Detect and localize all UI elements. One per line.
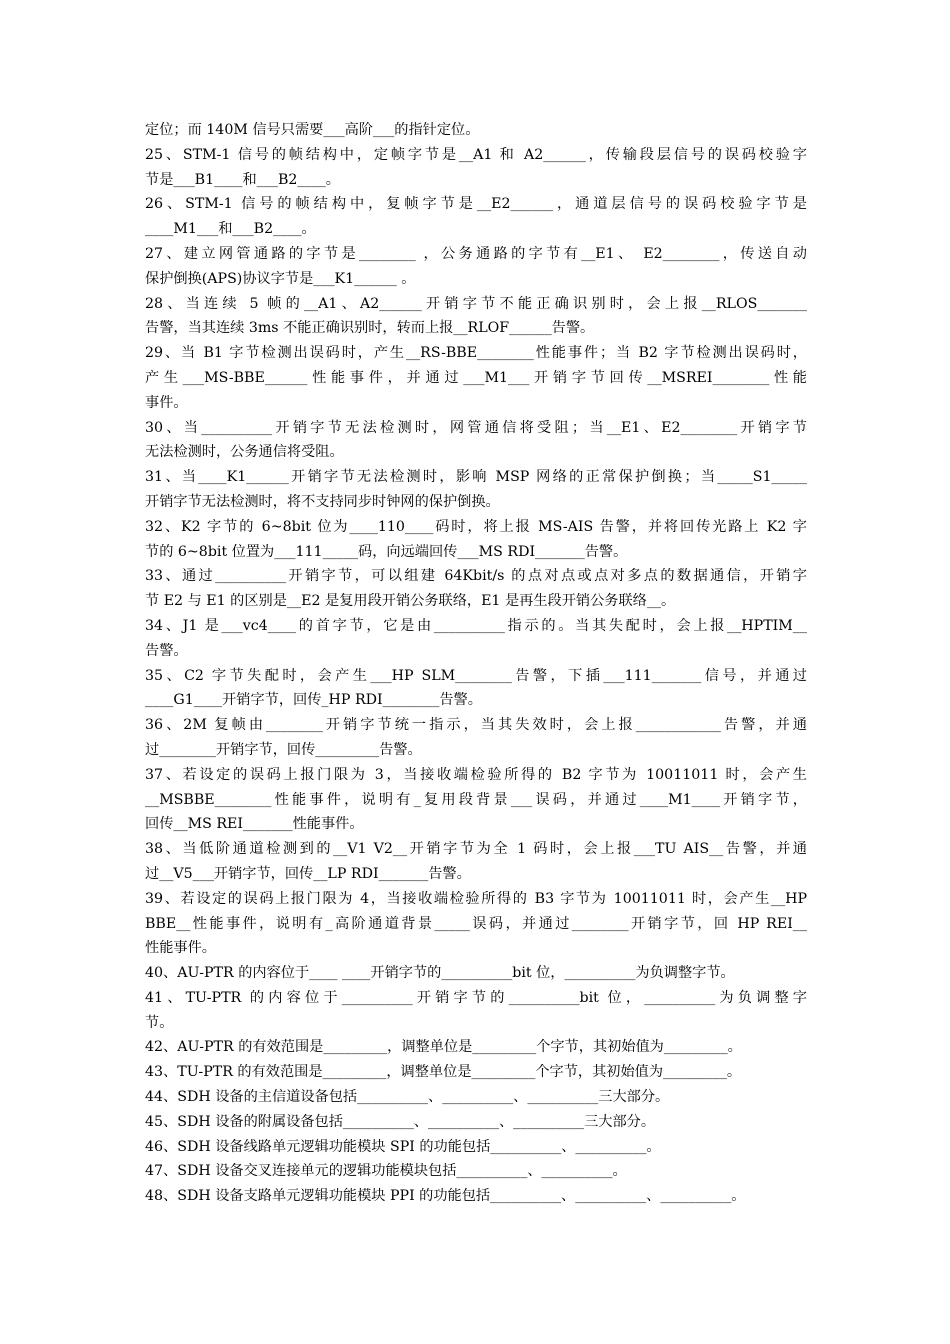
question-q48 — [145, 1184, 807, 1209]
question-line: 节 E2 与 E1 的区别是__E2 是复用段开销公务联络，E1 是再生段开销公务联络__。 — [145, 593, 676, 610]
question-line: 25、STM-1 信号的帧结构中，定帧字节是__A1 和 A2______，传输段层信号的误码校验字 — [145, 146, 807, 163]
question-line: 43、TU-PTR 的有效范围是_________，调整单位是_________个字节，其初始值为_________。 — [145, 1064, 742, 1081]
question-line: 30、当__________开销字节无法检测时，网管通信将受阻；当__E1、E2________开销字节 — [145, 419, 807, 436]
question-q46 — [145, 1135, 807, 1160]
question-q36 — [145, 713, 807, 763]
document-page — [145, 118, 807, 1209]
question-q26 — [145, 192, 807, 242]
question-line: 告警，当其连续 3ms 不能正确识别时，转而上报__RLOF______告警。 — [145, 320, 595, 337]
question-line: 48、SDH 设备支路单元逻辑功能模块 PPI 的功能包括__________、__________、__________。 — [145, 1188, 746, 1205]
question-line: 42、AU-PTR 的有效范围是_________，调整单位是_________个字节，其初始值为_________。 — [145, 1039, 742, 1056]
question-line: 节。 — [145, 1014, 174, 1031]
question-q24-cont — [145, 118, 807, 143]
question-line: 36、2M 复帧由________开销字节统一指示，当其失效时，会上报____________告警，并通 — [145, 717, 807, 734]
question-line: 35、C2 字节失配时，会产生___HP SLM________告警，下插___111_______信号，并通过 — [145, 667, 807, 684]
question-q44 — [145, 1085, 807, 1110]
question-line: 33、通过__________开销字节，可以组建 64Kbit/s 的点对点或点对多点的数据通信，开销字 — [145, 568, 807, 585]
question-line: 回传__MS REI_______性能事件。 — [145, 816, 364, 833]
question-q30 — [145, 416, 807, 466]
question-q40 — [145, 961, 807, 986]
question-line: 过________开销字节，回传_________告警。 — [145, 741, 422, 758]
question-line: 45、SDH 设备的附属设备包括__________、__________、__________三大部分。 — [145, 1113, 656, 1130]
question-line: 44、SDH 设备的主信道设备包括__________、__________、__________三大部分。 — [145, 1089, 670, 1106]
question-line: ____M1___和___B2____。 — [145, 221, 316, 238]
question-line: 节是___B1____和___B2____。 — [145, 171, 340, 188]
question-q41 — [145, 986, 807, 1036]
question-q38 — [145, 837, 807, 887]
question-q32 — [145, 515, 807, 565]
question-q45 — [145, 1110, 807, 1135]
question-line: 产生___MS-BBE______性能事件，并通过___M1___开销字节回传__MSREI________性能 — [145, 369, 807, 386]
question-line: 27、建立网管通路的字节是________ ，公务通路的字节有__E1、 E2________，传送自动 — [145, 245, 807, 262]
question-line: 46、SDH 设备线路单元逻辑功能模块 SPI 的功能包括__________、__________。 — [145, 1138, 661, 1155]
question-line: 32、K2 字节的 6~8bit 位为____110____码时，将上报 MS-AIS 告警，并将回传光路上 K2 字 — [145, 518, 807, 535]
question-q25 — [145, 143, 807, 193]
question-line: 31、当____K1______开销字节无法检测时，影响 MSP 网络的正常保护倒换；当_____S1_____ — [145, 469, 807, 486]
question-q33 — [145, 564, 807, 614]
question-line: 告警。 — [145, 642, 188, 659]
question-line: 28、当连续 5 帧的__A1、A2______开销字节不能正确识别时，会上报__RLOS_______ — [145, 295, 807, 312]
question-line: BBE__性能事件，说明有_高阶通道背景_____误码，并通过________开销字节，回 HP REI__ — [145, 915, 807, 932]
question-line: 38、当低阶通道检测到的__V1 V2__开销字节为全 1 码时，会上报___TU AIS__告警，并通 — [145, 841, 807, 858]
question-line: 节的 6~8bit 位置为___111_____码，向远端回传___MS RDI_______告警。 — [145, 543, 628, 560]
question-q27 — [145, 242, 807, 292]
question-q28 — [145, 292, 807, 342]
question-line: 事件。 — [145, 394, 188, 411]
question-line: 29、当 B1 字节检测出误码时，产生__RS-BBE________性能事件；当 B2 字节检测出误码时， — [145, 345, 807, 362]
question-line: 保护倒换(APS)协议字节是___K1______ 。 — [145, 270, 416, 287]
question-q43 — [145, 1060, 807, 1085]
question-line: ____G1____开销字节，回传_HP RDI________告警。 — [145, 692, 482, 709]
question-line: 开销字节无法检测时，将不支持同步时钟网的保护倒换。 — [145, 493, 500, 510]
question-q35 — [145, 664, 807, 714]
question-q34 — [145, 614, 807, 664]
question-line: 40、AU-PTR 的内容位于____ ____开销字节的__________bit 位，__________为负调整字节。 — [145, 965, 735, 982]
question-line: 26、STM-1 信号的帧结构中，复帧字节是__E2______，通道层信号的误码校验字节是 — [145, 196, 807, 213]
question-line: 过__V5___开销字节，回传__LP RDI_______告警。 — [145, 865, 471, 882]
question-q42 — [145, 1035, 807, 1060]
question-line: 37、若设定的误码上报门限为 3，当接收端检验所得的 B2 字节为 10011011 时，会产生 — [145, 766, 807, 783]
question-line: 定位；而 140M 信号只需要___高阶___的指针定位。 — [145, 122, 480, 138]
question-q47 — [145, 1159, 807, 1184]
question-line: 39、若设定的误码上报门限为 4，当接收端检验所得的 B3 字节为 10011011 时，会产生__HP — [145, 890, 807, 907]
question-line: __MSBBE________性能事件，说明有_复用段背景___误码，并通过____M1____开销字节， — [145, 791, 807, 808]
question-line: 无法检测时，公务通信将受阻。 — [145, 444, 344, 461]
question-line: 41、TU-PTR 的内容位于__________开销字节的__________bit 位，__________为负调整字 — [145, 989, 807, 1006]
question-line: 34、J1 是___vc4____的首字节，它是由__________指示的。当其失配时，会上报__HPTIM__ — [145, 617, 807, 634]
question-q29 — [145, 341, 807, 415]
question-q31 — [145, 465, 807, 515]
question-q37 — [145, 763, 807, 837]
question-line: 47、SDH 设备交叉连接单元的逻辑功能模块包括__________、__________。 — [145, 1163, 627, 1180]
question-line: 性能事件。 — [145, 940, 216, 957]
question-q39 — [145, 887, 807, 961]
